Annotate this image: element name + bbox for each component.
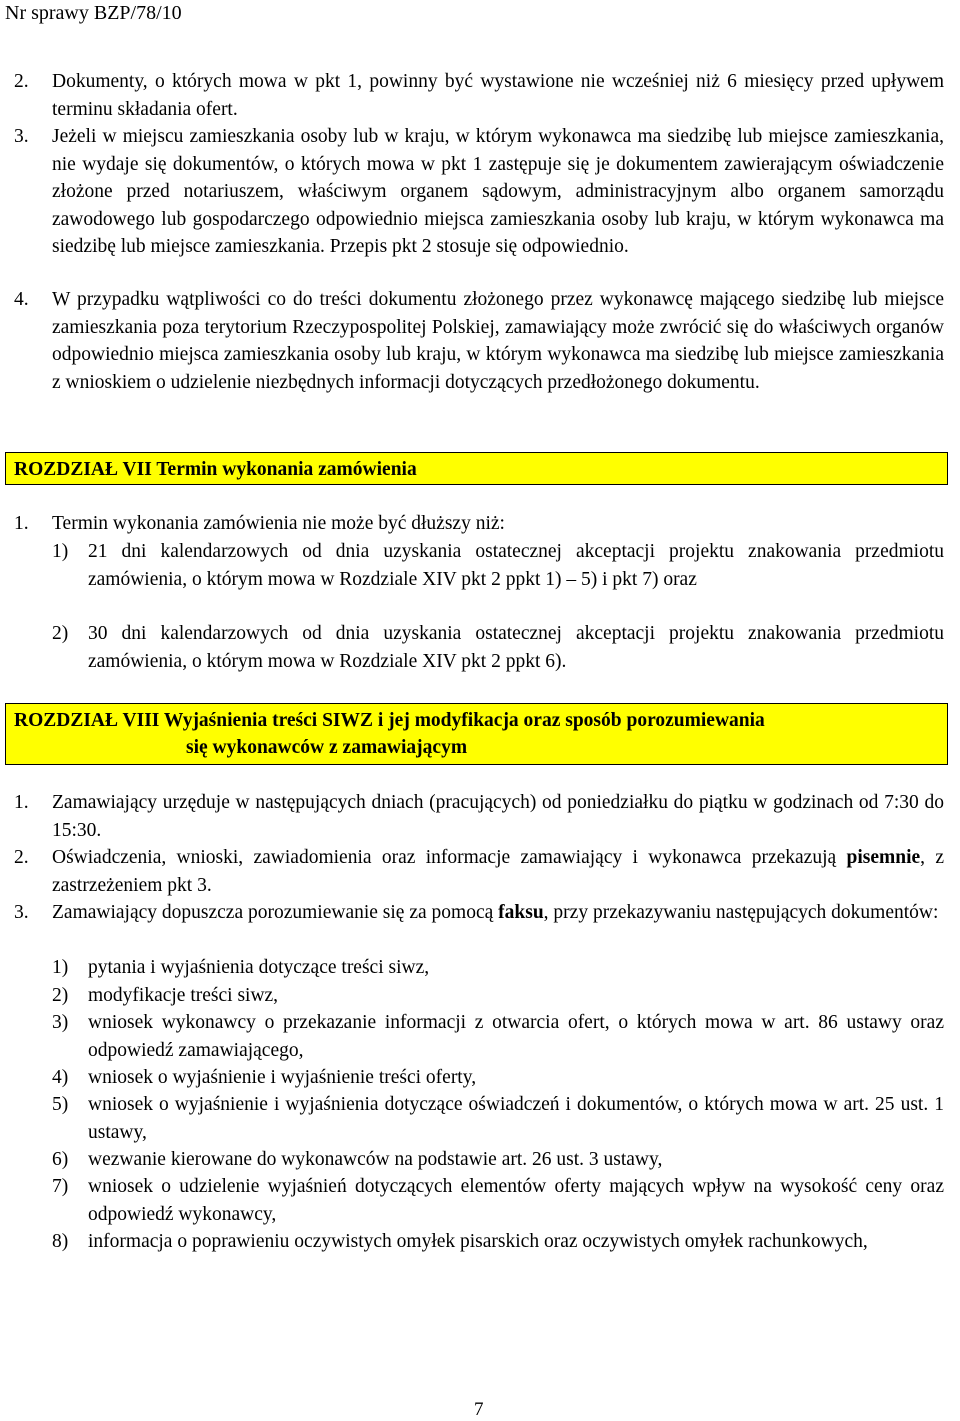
sub-item-text: wniosek wykonawcy o przekazanie informacji z otwarcia ofert, o których mowa w art. 86 ustawy oraz odpowiedź zamawiającego,	[88, 1012, 944, 1061]
item-text: Termin wykonania zamówienia nie może być dłuższy niż:	[52, 513, 505, 534]
sub-item-number: 5)	[52, 1094, 69, 1115]
sub-item-text: wniosek o wyjaśnienie i wyjaśnienia dotyczące oświadczeń i dokumentów, o których mowa w art. 25 ust. 1 ustawy,	[88, 1094, 944, 1143]
sub-item-number: 4)	[52, 1067, 69, 1088]
sub-item-number: 7)	[52, 1176, 69, 1197]
section-heading-viii	[5, 703, 948, 765]
section-heading-line2: się wykonawców z zamawiającym	[186, 737, 468, 758]
sub-item-text: wniosek o wyjaśnienie i wyjaśnienie treści oferty,	[88, 1067, 477, 1088]
sub-item-number: 6)	[52, 1149, 69, 1170]
sub-item-number: 1)	[52, 957, 69, 978]
sub-list-item	[52, 1064, 944, 1092]
list-item	[14, 844, 944, 899]
sub-list-item	[52, 1009, 944, 1064]
list-item	[14, 510, 944, 538]
page-number: 7	[474, 1399, 484, 1420]
sub-list-item	[52, 538, 944, 593]
sub-item-number: 3)	[52, 1012, 69, 1033]
sub-item-text: wniosek o udzielenie wyjaśnień dotyczących elementów oferty mających wpływ na wysokość ceny oraz odpowiedź wykonawcy,	[88, 1176, 944, 1225]
item-text	[52, 844, 944, 899]
list-item	[14, 789, 944, 844]
item-text-part: , przy przekazywaniu następujących dokumentów:	[543, 902, 939, 923]
list-item	[14, 286, 944, 396]
list-item	[14, 123, 944, 261]
item-text: W przypadku wątpliwości co do treści dokumentu złożonego przez wykonawcę mającego siedzibę lub miejsce zamieszkania poza terytorium Rzeczypospolitej Polskiej, zamawiający może zwrócić się do właściwych organów odpowiednio miejsca zamieszkania osoby lub kraju, w którym wykonawca ma siedzibę lub miejsce zamieszkania z wnioskiem o udzielenie niezbędnych informacji dotyczących przedłożonego dokumentu.	[52, 289, 944, 393]
sub-item-text: modyfikacje treści siwz,	[88, 985, 279, 1006]
sub-list-item	[52, 1228, 944, 1256]
sub-item-number: 1)	[52, 541, 69, 562]
sub-list-item	[52, 1091, 944, 1146]
item-number: 3.	[14, 902, 29, 923]
sub-item-number: 8)	[52, 1231, 69, 1252]
item-text-part: Zamawiający dopuszcza porozumiewanie się za pomocą	[52, 902, 499, 923]
list-item	[14, 899, 944, 927]
list-item	[14, 68, 944, 123]
item-text: Jeżeli w miejscu zamieszkania osoby lub w kraju, w którym wykonawca ma siedzibę lub miejsce zamieszkania, nie wydaje się dokumentów, o których mowa w pkt 1 zastępuje się je dokumentem zawierającym oświadczenie złożone przed notariuszem, właściwym organem sądowym, administracyjnym albo organem samorządu zawodowego lub gospodarczego odpowiednio miejsca zamieszkania osoby lub kraju, w którym wykonawca ma siedzibę lub miejsce zamieszkania. Przepis pkt 2 stosuje się odpowiednio.	[52, 126, 944, 257]
sub-item-number: 2)	[52, 985, 69, 1006]
item-number: 2.	[14, 847, 29, 868]
item-number: 1.	[14, 792, 29, 813]
emphasis-pisemnie: pisemnie	[846, 847, 921, 868]
sub-list-item	[52, 982, 944, 1010]
item-number: 4.	[14, 289, 29, 310]
sub-list-item	[52, 620, 944, 675]
sub-item-text: wezwanie kierowane do wykonawców na podstawie art. 26 ust. 3 ustawy,	[88, 1149, 663, 1170]
item-number: 3.	[14, 126, 29, 147]
sub-list-item	[52, 954, 944, 982]
sub-item-number: 2)	[52, 623, 69, 644]
item-text-part: , z zastrzeżeniem pkt 3.	[52, 847, 944, 896]
item-text: Dokumenty, o których mowa w pkt 1, powinny być wystawione nie wcześniej niż 6 miesięcy przed upływem terminu składania ofert.	[52, 71, 944, 120]
item-text: Zamawiający urzęduje w następujących dniach (pracujących) od poniedziałku do piątku w godzinach od 7:30 do 15:30.	[52, 792, 944, 841]
item-number: 1.	[14, 513, 29, 534]
item-text	[52, 899, 944, 927]
item-number: 2.	[14, 71, 29, 92]
sub-item-text: pytania i wyjaśnienia dotyczące treści siwz,	[88, 957, 430, 978]
emphasis-faksu: faksu	[498, 902, 544, 923]
item-text-part: Oświadczenia, wnioski, zawiadomienia oraz informacje zamawiający i wykonawca przekazują	[52, 847, 847, 868]
sub-item-text: 30 dni kalendarzowych od dnia uzyskania ostatecznej akceptacji projektu znakowania przedmiotu zamówienia, o którym mowa w Rozdziale XIV pkt 2 ppkt 6).	[88, 623, 944, 672]
sub-item-text: 21 dni kalendarzowych od dnia uzyskania ostatecznej akceptacji projektu znakowania przedmiotu zamówienia, o którym mowa w Rozdziale XIV pkt 2 ppkt 1) – 5) i pkt 7) oraz	[88, 541, 944, 590]
sub-item-text: informacja o poprawieniu oczywistych omyłek pisarskich oraz oczywistych omyłek rachunkowych,	[88, 1231, 868, 1252]
sub-list-item	[52, 1146, 944, 1174]
sub-list-item	[52, 1173, 944, 1228]
section-heading-vii: ROZDZIAŁ VII Termin wykonania zamówienia	[5, 452, 948, 485]
section-heading-line1: ROZDZIAŁ VIII Wyjaśnienia treści SIWZ i jej modyfikacja oraz sposób porozumiewania	[14, 710, 765, 731]
document-reference: Nr sprawy BZP/78/10	[5, 2, 182, 24]
